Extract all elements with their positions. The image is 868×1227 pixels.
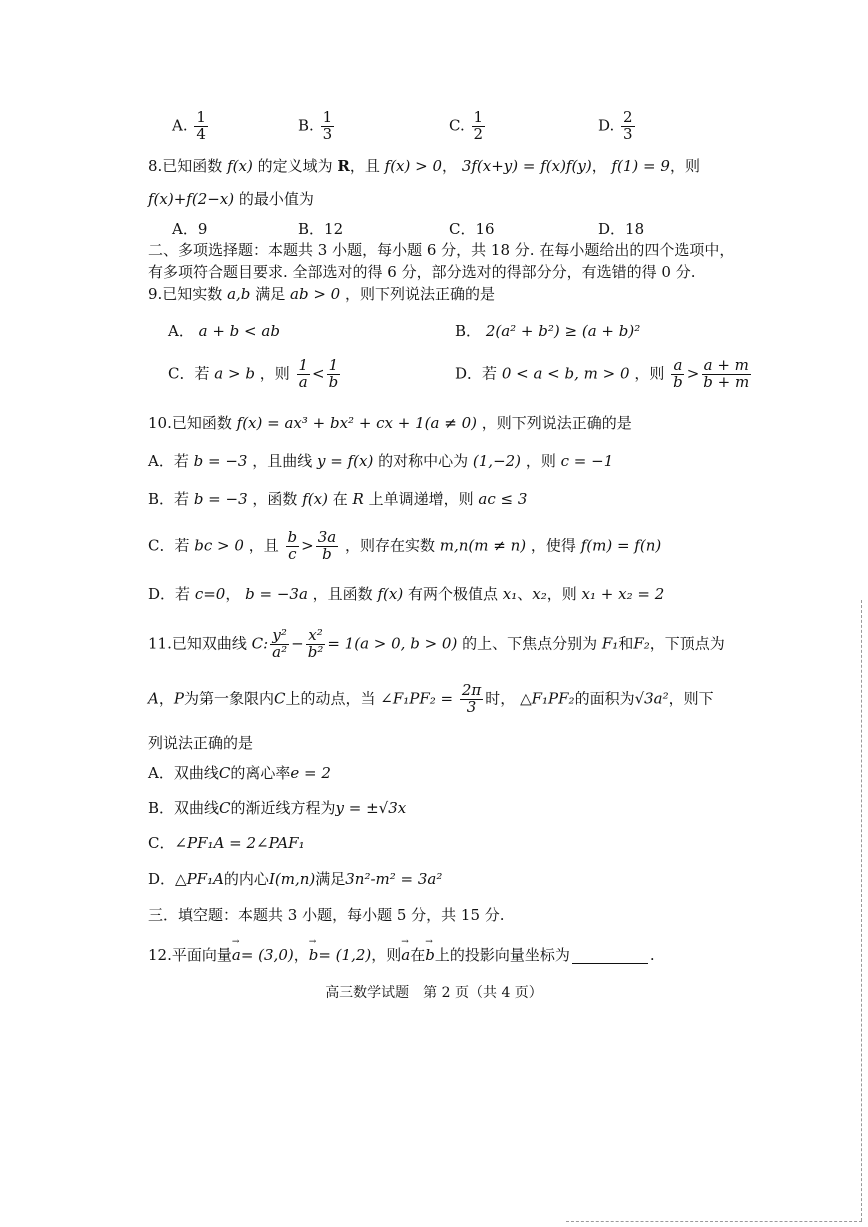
vector-b: → b: [425, 946, 435, 964]
text: ，且函数: [312, 585, 373, 603]
q10-option-b: [148, 490, 527, 508]
scan-edge-right: [861, 600, 862, 1221]
fraction: [701, 358, 751, 391]
text: 的离心率: [230, 764, 291, 782]
math: a > b: [214, 364, 255, 383]
answer-blank[interactable]: [572, 963, 648, 964]
option-label: C.: [449, 116, 465, 135]
text: B．双曲线: [148, 799, 220, 817]
text: B．若: [148, 490, 190, 508]
denominator: 2: [473, 124, 484, 143]
denominator: c: [288, 544, 297, 563]
q10-option-a: [148, 452, 613, 470]
q8-option-a: A．9: [172, 220, 208, 238]
section-2-heading: 二、多项选择题：本题共 3 小题，每小题 6 分，共 18 分. 在每小题给出的四个选项中，: [148, 241, 735, 259]
q8-stem-line1: [148, 157, 700, 175]
numerator: 1: [196, 108, 206, 126]
q11-option-a: [148, 764, 331, 782]
q9-stem: [148, 285, 495, 303]
text: ，则下: [668, 689, 714, 708]
text: 的面积为: [574, 689, 635, 708]
q11-option-c: [148, 834, 305, 852]
text: 上的投影向量坐标为: [434, 946, 570, 964]
text: 的渐近线方程为: [230, 799, 336, 817]
text: ，: [442, 157, 458, 175]
text: ，且: [349, 157, 380, 175]
text: 时，: [485, 689, 516, 708]
fraction: [327, 358, 341, 391]
math: ∠F₁PF₂ =: [380, 689, 454, 708]
math: △F₁PF₂: [520, 689, 575, 708]
text: 的内心: [223, 870, 269, 888]
math: b = −3: [193, 452, 248, 470]
text: ，则: [371, 946, 402, 964]
text: ，下顶点为: [649, 634, 725, 653]
scan-edge-bottom: [566, 1221, 862, 1222]
math: b = −3: [193, 490, 248, 508]
q8-stem-line2: [148, 190, 314, 208]
text: ，且: [248, 536, 279, 555]
math: ∠PF₁A = 2∠PAF₁: [174, 834, 305, 852]
math: C:: [251, 634, 269, 653]
numerator: a + m: [703, 356, 749, 374]
option-label: D．若: [455, 364, 498, 383]
text: A．双曲线: [148, 764, 219, 782]
numerator: b: [287, 528, 298, 546]
math: ac ≤ 3: [478, 490, 528, 508]
text: 的最小值为: [238, 190, 314, 208]
fraction: [297, 358, 311, 391]
math: a,b: [227, 285, 251, 303]
text: ，则存在实数: [344, 536, 435, 555]
q11-stem-line2: [148, 683, 714, 716]
numerator: 2: [623, 108, 633, 126]
math: f(x): [302, 490, 328, 508]
text: ，则: [634, 364, 665, 383]
text: D．: [148, 870, 176, 888]
math: c = −1: [560, 452, 614, 470]
math: 0 < a < b, m > 0: [501, 364, 630, 383]
denominator: b: [322, 544, 332, 563]
numerator: a: [673, 356, 683, 374]
denominator: b + m: [703, 372, 750, 391]
text: 12.平面向量: [148, 946, 232, 964]
math: >: [301, 536, 314, 555]
text: 和: [618, 634, 634, 653]
text: 9.已知实数: [148, 285, 223, 303]
q7-option-a: [172, 110, 210, 143]
denominator: b: [328, 372, 339, 391]
text: ，则: [259, 364, 290, 383]
denominator: b²: [307, 642, 324, 661]
q10-option-c: [148, 530, 661, 563]
math: >: [686, 364, 700, 383]
q9-option-a: [168, 320, 280, 341]
math: P: [173, 689, 184, 708]
denominator: 4: [196, 124, 206, 143]
text: C．: [148, 834, 175, 852]
fraction: [321, 110, 335, 143]
text: 10.已知函数: [148, 414, 232, 432]
fraction: [286, 530, 300, 563]
math: x₁: [502, 585, 518, 603]
text: 在: [332, 490, 348, 508]
denominator: 3: [623, 124, 633, 143]
math: C: [273, 689, 286, 708]
fraction: [316, 530, 339, 563]
q11-option-b: [148, 799, 406, 817]
fraction: [270, 628, 289, 661]
denominator: a²: [272, 642, 288, 661]
math: R: [337, 157, 350, 175]
q9-option-d: [455, 358, 753, 391]
math: F₁: [601, 634, 619, 653]
math: F₂: [633, 634, 650, 653]
math: m,n(m ≠ n): [439, 536, 527, 555]
numerator: 1: [298, 356, 309, 374]
q7-option-c: [449, 110, 487, 143]
math: C: [218, 764, 231, 782]
text: 、: [517, 585, 533, 603]
q11-stem-line3: 列说法正确的是: [148, 734, 254, 752]
denominator: 3: [466, 697, 477, 716]
math: x₁ + x₂ = 2: [581, 585, 665, 603]
text: ，则: [669, 157, 700, 175]
math: C: [219, 799, 231, 817]
text: 的上、下焦点分别为: [462, 634, 598, 653]
text: 有两个极值点: [407, 585, 498, 603]
text: ，使得: [530, 536, 576, 555]
math: x₂: [532, 585, 547, 603]
math: 3f(x+y) = f(x)f(y): [461, 157, 592, 175]
math: 2(a² + b²) ≥ (a + b)²: [485, 322, 641, 340]
text: ，: [225, 585, 241, 603]
text: C．若: [148, 536, 190, 555]
option-label: D.: [598, 116, 615, 135]
math: c=0: [194, 585, 226, 603]
math: y = f(x): [317, 452, 374, 470]
math: √3a²: [634, 689, 669, 708]
denominator: a: [298, 372, 308, 391]
math: b = −3a: [245, 585, 308, 603]
vector-a: → a: [232, 946, 241, 964]
math: △PF₁A: [175, 870, 224, 888]
math: I(m,n): [268, 870, 316, 888]
math: f(x)+f(2−x): [148, 190, 235, 208]
q9-option-b: [455, 320, 640, 341]
text: ，: [293, 946, 309, 964]
math: e = 2: [290, 764, 331, 782]
math: = (3,0): [240, 946, 294, 964]
section-3-heading: 三．填空题：本题共 3 小题，每小题 5 分，共 15 分.: [148, 906, 505, 924]
q10-stem: [148, 414, 632, 432]
fraction: [306, 628, 326, 661]
q8-option-b: B．12: [298, 220, 344, 238]
q8-option-c: C．16: [449, 220, 495, 238]
numerator: 1: [322, 108, 333, 126]
option-label: A．: [168, 322, 194, 340]
math: f(x): [227, 157, 253, 175]
q8-option-d: D．18: [598, 220, 645, 238]
text: ，且曲线: [252, 452, 313, 470]
text: 在: [410, 946, 426, 964]
numerator: 2π: [461, 681, 482, 699]
text: ，则下列说法正确的是: [344, 285, 495, 303]
fraction: [460, 683, 483, 716]
math: f(x) > 0: [384, 157, 443, 175]
text: 上单调递增，则: [368, 490, 474, 508]
q9-option-c: [168, 358, 342, 391]
text: 8.已知函数: [148, 157, 223, 175]
text: 11.已知双曲线: [148, 634, 247, 653]
numerator: 1: [328, 356, 339, 374]
fraction: [621, 110, 635, 143]
math: <: [312, 364, 325, 383]
math: = (1,2): [318, 946, 372, 964]
math: y = ±√3x: [335, 799, 407, 817]
math: f(1) = 9: [611, 157, 670, 175]
text: 满足: [255, 285, 286, 303]
text: 为第一象限内: [183, 689, 274, 708]
math: A: [148, 689, 159, 708]
math: f(m) = f(n): [580, 536, 662, 555]
math: a + b < ab: [198, 322, 280, 340]
math: 3n²-m² = 3a²: [345, 870, 443, 888]
option-label: B．: [455, 322, 482, 340]
text: D．若: [148, 585, 191, 603]
q11-stem-line1: [148, 628, 725, 661]
text: 上的动点，当: [285, 689, 376, 708]
math: R: [352, 490, 364, 508]
numerator: x²: [308, 626, 323, 644]
fraction: [194, 110, 208, 143]
text: ，: [158, 689, 174, 708]
text: ，函数: [252, 490, 298, 508]
math: −: [291, 634, 304, 653]
fraction: [472, 110, 486, 143]
math: ab > 0: [290, 285, 341, 303]
vector-b: → b: [309, 946, 319, 964]
q12-stem: [148, 946, 655, 964]
math: bc > 0: [194, 536, 244, 555]
text: ，则: [546, 585, 577, 603]
q7-option-d: [598, 110, 637, 143]
text: A．若: [148, 452, 189, 470]
text: 满足: [315, 870, 346, 888]
math: (1,−2): [472, 452, 522, 470]
math: f(x) = ax³ + bx² + cx + 1(a ≠ 0): [236, 414, 477, 432]
q7-option-b: [298, 110, 336, 143]
option-label: C．若: [168, 364, 210, 383]
text: .: [649, 946, 655, 964]
denominator: b: [673, 372, 683, 391]
denominator: 3: [322, 124, 333, 143]
numerator: 1: [473, 108, 484, 126]
text: 的对称中心为: [378, 452, 469, 470]
option-label: A.: [172, 116, 188, 135]
math: f(x): [377, 585, 404, 603]
option-label: B.: [298, 116, 314, 135]
fraction: [671, 358, 685, 391]
section-2-instructions: 有多项符合题目要求. 全部选对的得 6 分，部分选对的得部分分，有选错的得 0 分.: [148, 263, 696, 281]
page-footer: 高三数学试题 第 2 页（共 4 页）: [325, 985, 543, 1001]
q10-option-d: [148, 585, 664, 603]
text: ，: [591, 157, 607, 175]
text: 的定义域为: [257, 157, 333, 175]
text: ，则: [525, 452, 556, 470]
math: = 1(a > 0, b > 0): [327, 634, 458, 653]
numerator: y²: [272, 626, 287, 644]
numerator: 3a: [317, 528, 337, 546]
q11-option-d: [148, 870, 442, 888]
vector-a: → a: [401, 946, 410, 964]
text: ，则下列说法正确的是: [481, 414, 632, 432]
